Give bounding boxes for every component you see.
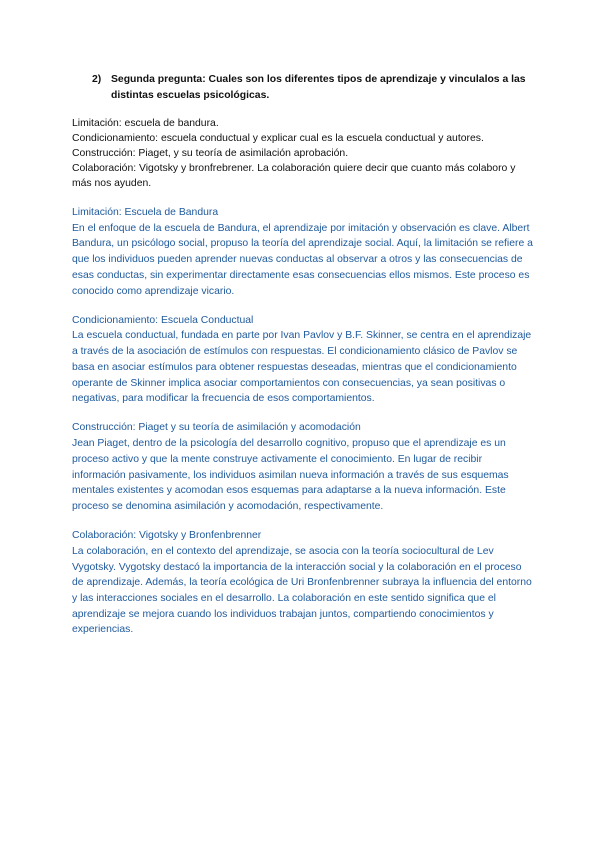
answers-block	[72, 205, 534, 652]
answer-heading: Construcción: Piaget y su teoría de asimilación y acomodación	[72, 422, 361, 434]
answer-heading: Colaboración: Vigotsky y Bronfenbrenner	[72, 530, 262, 542]
answer-body: La colaboración, en el contexto del aprendizaje, se asocia con la teoría sociocultural de Lev Vygotsky. Vygotsky destacó la importancia de la interacción social y la colaboración en el proceso de aprendizaje. Además, la teoría ecológica de Uri Bronfenbrenner subraya la influencia del entorno y las interacciones sociales en el desarrollo. La colaboración en este sentido significa que el aprendizaje se mejora cuando los individuos trabajan juntos, compartiendo conocimientos y experiencias.	[72, 545, 532, 636]
answer-heading: Condicionamiento: Escuela Conductual	[72, 314, 254, 326]
notes-block	[72, 116, 532, 191]
answer-heading: Limitación: Escuela de Bandura	[72, 207, 219, 218]
answer-section	[72, 313, 534, 407]
answer-section	[72, 205, 534, 299]
answer-body: En el enfoque de la escuela de Bandura, el aprendizaje por imitación y observación es clave. Albert Bandura, un psicólogo social, propuso la teoría del aprendizaje social. Aquí, la limitación se refiere a que los individuos pueden aprender nuevas conductas al observar a otros y las consecuencias de esas conductas, sin experimentar directamente esas consecuencias ellos mismos. Este proceso es conocido como aprendizaje vicario.	[72, 222, 533, 297]
note-line: Colaboración: Vigotsky y bronfrebrener. La colaboración quiere decir que cuanto más colaboro y más nos ayuden.	[72, 163, 516, 189]
answer-section	[72, 420, 534, 514]
note-line: Condicionamiento: escuela conductual y explicar cual es la escuela conductual y autores.	[72, 133, 484, 144]
answer-body: La escuela conductual, fundada en parte por Ivan Pavlov y B.F. Skinner, se centra en el aprendizaje a través de la asociación de estímulos con respuestas. El condicionamiento clásico de Pavlov se basa en asociar estímulos para obtener respuestas deseadas, mientras que el condicionamiento operante de Skinner implica asociar comportamientos con consecuencias, ya sean positivas o negativas, para modificar la frecuencia de esos comportamientos.	[72, 330, 532, 405]
note-line: Construcción: Piaget, y su teoría de asimilación aprobación.	[72, 148, 349, 159]
answer-body: Jean Piaget, dentro de la psicología del desarrollo cognitivo, propuso que el aprendizaje es un proceso activo y que la mente construye activamente el conocimiento. En lugar de recibir información pasivamente, los individuos asimilan nueva información a través de sus esquemas mentales existentes y acomodan esos esquemas para adaptarse a la nueva información. Este proceso se denomina asimilación y acomodación, respectivamente.	[72, 438, 509, 512]
question-text: Segunda pregunta: Cuales son los diferentes tipos de aprendizaje y vinculalos a las distintas escuelas psicológicas.	[111, 74, 526, 101]
answer-section	[72, 528, 534, 638]
note-line: Limitación: escuela de bandura.	[72, 118, 219, 129]
question-number: 2)	[92, 74, 102, 85]
question-heading	[92, 72, 532, 104]
